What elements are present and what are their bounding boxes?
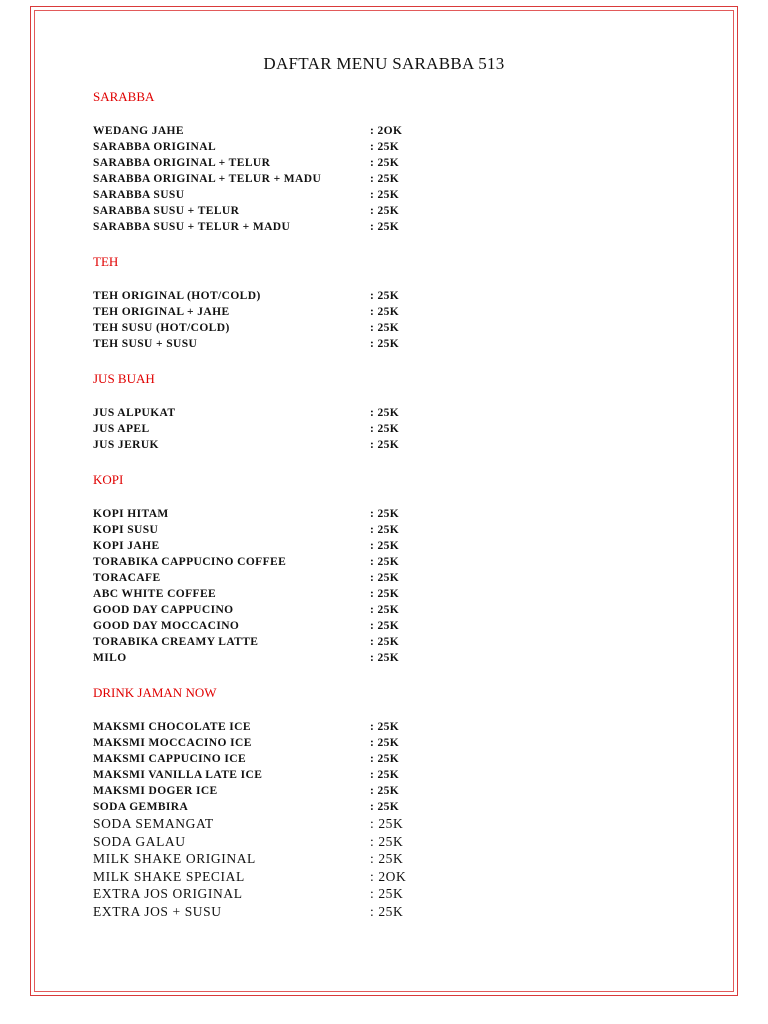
item-name: SARABBA ORIGINAL + TELUR <box>93 157 271 169</box>
menu-section <box>93 471 493 666</box>
menu-item <box>93 187 493 203</box>
menu-item <box>93 219 493 235</box>
menu-section <box>93 88 493 235</box>
item-price: : 25K <box>370 157 400 169</box>
item-name: MAKSMI VANILLA LATE ICE <box>93 769 263 781</box>
item-price: : 2OK <box>370 125 403 137</box>
item-price: : 25K <box>370 753 400 765</box>
item-name: GOOD DAY MOCCACINO <box>93 620 240 632</box>
menu-title: DAFTAR MENU SARABBA 513 <box>263 54 505 73</box>
item-price: : 25K <box>370 801 400 813</box>
item-price: : 25K <box>370 769 400 781</box>
item-price: : 25K <box>370 652 400 664</box>
item-price: : 25K <box>370 205 400 217</box>
item-name: MAKSMI DOGER ICE <box>93 785 218 797</box>
item-name: TEH SUSU (HOT/COLD) <box>93 322 230 334</box>
item-price: : 25K <box>370 785 400 797</box>
item-price: : 25K <box>370 572 400 584</box>
item-price: : 25K <box>370 556 400 568</box>
item-name: EXTRA JOS + SUSU <box>93 903 222 919</box>
item-price: : 25K <box>370 886 404 901</box>
section-title: SARABBA <box>93 89 155 104</box>
item-name: SODA SEMANGAT <box>93 816 214 831</box>
item-price: : 25K <box>370 588 400 600</box>
menu-item <box>93 304 493 320</box>
item-name: TORACAFE <box>93 572 161 584</box>
item-price: : 25K <box>370 508 400 520</box>
item-price: : 25K <box>370 903 404 919</box>
menu-item <box>93 437 493 453</box>
menu-item <box>93 735 493 751</box>
item-price: : 25K <box>370 423 400 435</box>
item-name: TEH ORIGINAL (HOT/COLD) <box>93 290 261 302</box>
menu-section <box>93 684 493 920</box>
item-name: EXTRA JOS ORIGINAL <box>93 886 243 901</box>
menu-section <box>93 253 493 352</box>
item-price: : 25K <box>370 322 400 334</box>
item-price: : 25K <box>370 833 404 849</box>
item-name: TORABIKA CREAMY LATTE <box>93 636 259 648</box>
item-price: : 25K <box>370 290 400 302</box>
menu-item <box>93 506 493 522</box>
item-name: KOPI SUSU <box>93 524 159 536</box>
section-title: DRINK JAMAN NOW <box>93 685 217 700</box>
item-name: SODA GEMBIRA <box>93 801 189 813</box>
item-price: : 25K <box>370 721 400 733</box>
item-name: SODA GALAU <box>93 833 186 849</box>
item-price: : 25K <box>370 141 400 153</box>
item-price: : 25K <box>370 173 400 185</box>
item-price: : 25K <box>370 338 400 350</box>
menu-item <box>93 171 493 187</box>
item-price: : 25K <box>370 189 400 201</box>
section-title: KOPI <box>93 472 124 487</box>
menu-item <box>93 903 493 921</box>
item-name: MAKSMI MOCCACINO ICE <box>93 737 252 749</box>
menu-item <box>93 570 493 586</box>
menu-item <box>93 139 493 155</box>
item-price: : 25K <box>370 221 400 233</box>
item-name: MAKSMI CAPPUCINO ICE <box>93 753 247 765</box>
item-name: TEH ORIGINAL + JAHE <box>93 306 230 318</box>
item-price: : 25K <box>370 306 400 318</box>
menu-item <box>93 850 493 868</box>
item-name: TORABIKA CAPPUCINO COFFEE <box>93 556 287 568</box>
menu-section <box>93 370 493 453</box>
menu-item <box>93 799 493 815</box>
menu-item <box>93 634 493 650</box>
item-name: MILK SHAKE SPECIAL <box>93 868 245 884</box>
item-name: GOOD DAY CAPPUCINO <box>93 604 234 616</box>
menu-item <box>93 554 493 570</box>
item-name: MILK SHAKE ORIGINAL <box>93 851 256 866</box>
item-name: WEDANG JAHE <box>93 125 184 137</box>
item-name: JUS JERUK <box>93 439 159 451</box>
menu-item <box>93 783 493 799</box>
menu-item <box>93 650 493 666</box>
item-price: : 2OK <box>370 868 407 884</box>
menu-item <box>93 320 493 336</box>
item-name: ABC WHITE COFFEE <box>93 588 217 600</box>
menu-item <box>93 885 493 903</box>
menu-item <box>93 751 493 767</box>
menu-item <box>93 288 493 304</box>
menu-item <box>93 155 493 171</box>
menu-item <box>93 123 493 139</box>
menu-item <box>93 767 493 783</box>
menu-item <box>93 586 493 602</box>
item-price: : 25K <box>370 604 400 616</box>
menu-list <box>93 88 493 938</box>
menu-item <box>93 618 493 634</box>
item-price: : 25K <box>370 816 404 831</box>
menu-item <box>93 538 493 554</box>
item-price: : 25K <box>370 407 400 419</box>
item-name: SARABBA ORIGINAL + TELUR + MADU <box>93 173 322 185</box>
item-name: SARABBA SUSU + TELUR + MADU <box>93 221 291 233</box>
menu-item <box>93 868 493 886</box>
item-name: MILO <box>93 652 127 664</box>
item-name: MAKSMI CHOCOLATE ICE <box>93 721 251 733</box>
item-name: SARABBA SUSU <box>93 189 185 201</box>
menu-item <box>93 421 493 437</box>
item-price: : 25K <box>370 620 400 632</box>
section-title: JUS BUAH <box>93 371 155 386</box>
item-name: JUS ALPUKAT <box>93 407 176 419</box>
item-price: : 25K <box>370 540 400 552</box>
menu-item <box>93 405 493 421</box>
menu-item <box>93 719 493 735</box>
item-name: SARABBA ORIGINAL <box>93 141 217 153</box>
menu-item <box>93 336 493 352</box>
item-price: : 25K <box>370 851 404 866</box>
item-name: KOPI HITAM <box>93 508 169 520</box>
item-name: TEH SUSU + SUSU <box>93 338 198 350</box>
item-price: : 25K <box>370 524 400 536</box>
item-name: KOPI JAHE <box>93 540 160 552</box>
menu-item <box>93 203 493 219</box>
menu-item <box>93 833 493 851</box>
item-name: SARABBA SUSU + TELUR <box>93 205 240 217</box>
item-price: : 25K <box>370 636 400 648</box>
section-title: TEH <box>93 254 119 269</box>
item-name: JUS APEL <box>93 423 150 435</box>
item-price: : 25K <box>370 439 400 451</box>
menu-item <box>93 522 493 538</box>
menu-item <box>93 815 493 833</box>
item-price: : 25K <box>370 737 400 749</box>
menu-item <box>93 602 493 618</box>
